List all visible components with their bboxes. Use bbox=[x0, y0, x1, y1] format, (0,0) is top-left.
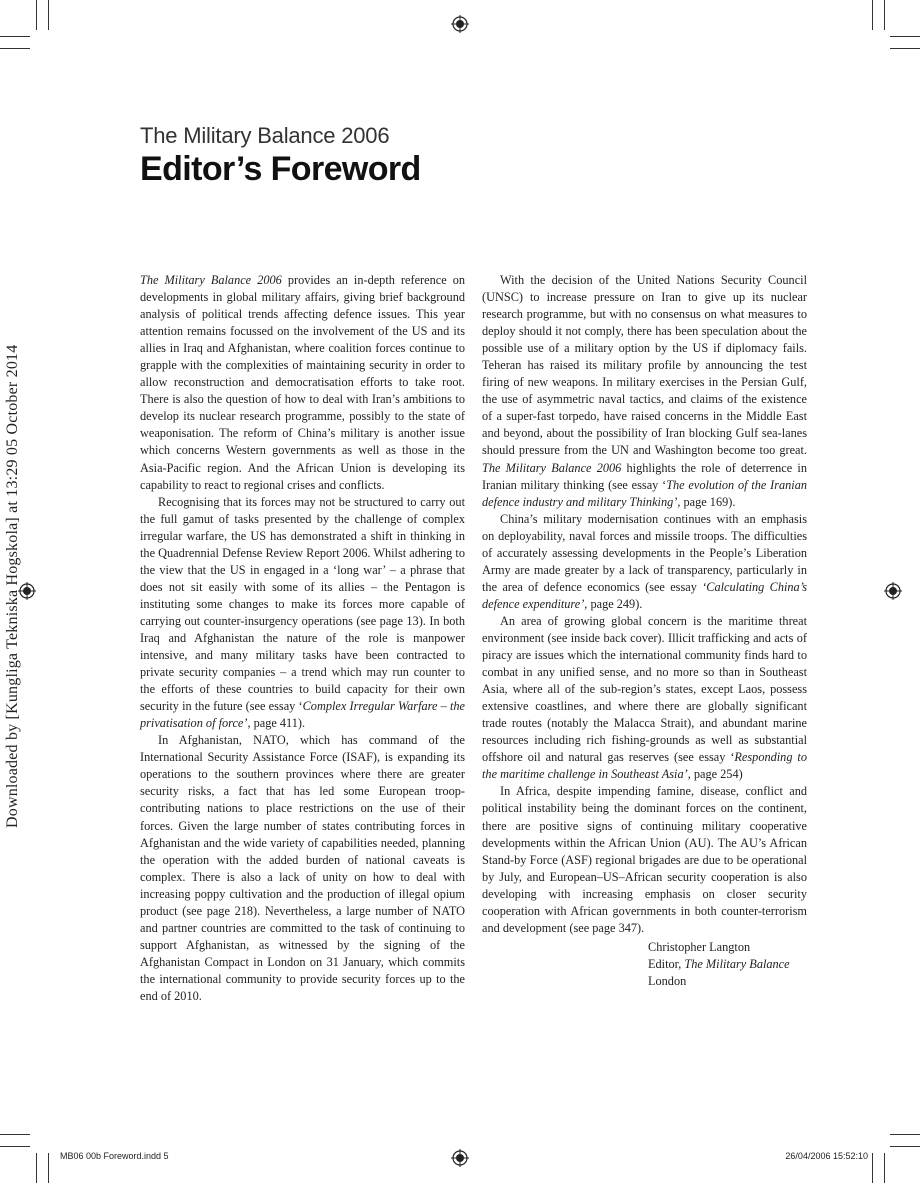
paragraph bbox=[482, 511, 807, 613]
crop-mark bbox=[890, 1146, 920, 1147]
paragraph-text: page 169). bbox=[680, 494, 736, 509]
crop-mark bbox=[0, 1134, 30, 1135]
crop-mark bbox=[48, 0, 49, 30]
paragraph-text: An area of growing global concern is the maritime threat environment (see inside back cover). Illicit trafficking and acts of piracy are issues which the international community finds hard to combat in any unified sense, and no more so than in Southeast Asia, where all of the sub-region’s states, except Laos, possess extensive coastlines, and where there are globally significant trade routes (notably the Malacca Strait), and abundant marine resources including rich fishing-grounds as well as substantial offshore oil and natural gas reserves (see essay ‘ bbox=[482, 613, 807, 765]
paragraph bbox=[140, 494, 465, 733]
essay-title: ‘Calculating China’s defence expenditure’, bbox=[482, 579, 807, 611]
registration-mark-icon bbox=[884, 582, 902, 600]
crop-mark bbox=[890, 48, 920, 49]
signature-role bbox=[648, 956, 807, 973]
book-title: The Military Balance 2006 bbox=[482, 460, 622, 475]
slug-datetime: 26/04/2006 15:52:10 bbox=[785, 1151, 868, 1161]
slug-file: MB06 00b Foreword.indd 5 bbox=[60, 1151, 169, 1161]
crop-mark bbox=[36, 1153, 37, 1183]
paragraph bbox=[482, 272, 807, 511]
essay-title: The evolution of the Iranian defence industry and military Thinking’, bbox=[482, 477, 808, 509]
book-title: The Military Balance 2006 bbox=[140, 273, 282, 287]
paragraph-text: In Afghanistan, NATO, which has command of the International Security Assistance Force (ISAF), is expanding its operations to the southern provinces where there are greater security risks, a fact that has led some European troop-contributing nations to place restrictions on the use of their forces. Given the large number of states contributing forces in Afghanistan and the wide variety of capabilities needed, planning the operation with the added burden of national caveats is complex. There is also a lack of unity on how to deal with increasing poppy cultivation and the production of illegal opium product (see page 218). Nevertheless, a large number of NATO and partner countries are committed to the task of continuing to support Afghanistan, as witnessed by the signing of the Afghanistan Compact in London on 31 January, which commits the international community to provide security forces up to the end of 2010. bbox=[140, 733, 465, 1003]
crop-mark bbox=[884, 1153, 885, 1183]
paragraph bbox=[140, 732, 465, 1005]
left-column bbox=[140, 272, 465, 1005]
paragraph-text: provides an in-depth reference on developments in global military affairs, giving brief background analysis of political trends affecting defence issues. This year attention remains focussed on the involvement of the US and its allies in Iraq and Afghanistan, where coalition forces continue to grapple with the complexities of maintaining security in order to allow reconstruction and democratisation efforts to take root. There is also the question of how to deal with Iran’s ambitions to develop its nuclear research programme, possibly to the state of weaponisation. The reform of China’s military is another issue which concerns Western governments as well as those in the Asia-Pacific region. And the African Union is developing its capability to react to regional crises and conflicts. bbox=[140, 273, 466, 492]
signature-role-book: The Military Balance bbox=[684, 956, 790, 971]
paragraph-text: highlights the role of deterrence in Iranian military thinking (see essay ‘ bbox=[482, 460, 807, 492]
signature-block bbox=[648, 939, 807, 990]
crop-mark bbox=[872, 0, 873, 30]
paragraph-text: China’s military modernisation continues with an emphasis on deployability, naval forces and missile troops. The difficulties of accurately assessing developments in the People’s Liberation Army are made greater by a lack of transparency, particularly in the area of defence economics (see essay bbox=[482, 511, 807, 594]
signature-name: Christopher Langton bbox=[648, 939, 751, 954]
crop-mark bbox=[890, 1134, 920, 1135]
registration-mark-icon bbox=[451, 1149, 469, 1167]
series-title: The Military Balance 2006 bbox=[140, 123, 390, 148]
crop-mark bbox=[48, 1153, 49, 1183]
signature-role-prefix: Editor, bbox=[648, 956, 685, 971]
paragraph-text: In Africa, despite impending famine, disease, conflict and political instability being the dominant forces on the continent, there are positive signs of continuing military cooperative developments within the African Union (AU). The AU’s African Stand-by Force (ASF) regional brigades are due to be operational by July, and European–US–African security cooperation is also developing with increasing emphasis on closer security cooperation with African governments in both counter-terrorism and development (see page 347). bbox=[482, 784, 807, 935]
registration-mark-icon bbox=[451, 15, 469, 33]
paragraph bbox=[482, 613, 807, 783]
essay-title: Complex Irregular Warfare – the privatisation of force’, bbox=[140, 699, 465, 731]
page-title: Editor’s Foreword bbox=[140, 150, 421, 188]
crop-mark bbox=[884, 0, 885, 30]
crop-mark bbox=[36, 0, 37, 30]
paragraph bbox=[140, 272, 465, 494]
paragraph-text: With the decision of the United Nations Security Council (UNSC) to increase pressure on Iran to give up its nuclear research programme, but with no consensus on what measures to deploy should it not comply, there has been speculation about the possible use of a military option by the US if diplomacy fails. Teheran has raised its military profile by announcing the test firing of new weapons. In military exercises in the Persian Gulf, the use of asymmetric naval tactics, and claims of the existence of a super-fast torpedo, have raised concerns in the Middle East and beyond, about the possibility of Iran blocking Gulf sea-lanes should pressure from the UN and Washington become too great. bbox=[482, 273, 807, 458]
crop-mark bbox=[0, 36, 30, 37]
paragraph-text: Recognising that its forces may not be structured to carry out the full gamut of tasks presented by the challenge of complex irregular warfare, the US has demonstrated a shift in thinking in the Quadrennial Defense Review Report 2006. Whilst adhering to the view that the US in engaged in a ‘long war’ – a phrase that does not sit easily with some of its allies – the Pentagon is instituting some changes to make its forces more capable of carrying out counter-insurgency operations (see page 13). In both Iraq and Afghanistan the nature of the role is manpower intensive, and many military tasks have been contracted to private security companies – a trend which may run counter to the efforts of these countries to build capacity for their own security in the future (see essay ‘ bbox=[140, 494, 465, 714]
paragraph-text: page 254) bbox=[690, 767, 743, 782]
signature-place: London bbox=[648, 973, 687, 988]
crop-mark bbox=[0, 48, 30, 49]
crop-mark bbox=[0, 1146, 30, 1147]
download-note: Downloaded by [Kungliga Tekniska Hogskola] at 13:29 05 October 2014 bbox=[4, 344, 21, 828]
crop-mark bbox=[872, 1153, 873, 1183]
paragraph-text: page 411). bbox=[250, 716, 306, 731]
right-column bbox=[482, 272, 807, 990]
paragraph bbox=[482, 783, 807, 936]
essay-title: Responding to the maritime challenge in Southeast Asia’, bbox=[482, 750, 807, 782]
paragraph-text: page 249). bbox=[587, 596, 643, 611]
crop-mark bbox=[890, 36, 920, 37]
